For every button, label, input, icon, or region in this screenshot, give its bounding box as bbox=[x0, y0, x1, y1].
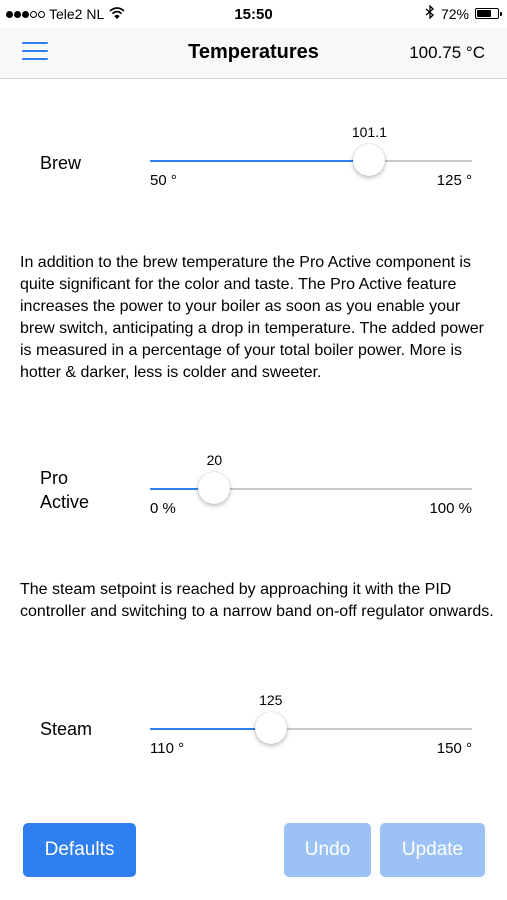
slider-thumb[interactable] bbox=[198, 472, 230, 504]
bluetooth-icon bbox=[425, 5, 435, 22]
slider-thumb[interactable] bbox=[353, 144, 385, 176]
current-temperature: 100.75 °C bbox=[409, 43, 485, 62]
undo-button[interactable]: Undo bbox=[284, 823, 371, 877]
steam-label: Steam bbox=[40, 719, 93, 739]
battery-fill bbox=[477, 10, 491, 17]
status-bar bbox=[0, 0, 507, 28]
slider-value: 20 bbox=[206, 452, 223, 468]
slider-min-label: 50 ° bbox=[150, 172, 177, 189]
carrier-label: Tele2 NL bbox=[49, 6, 105, 22]
pro-active-label-line2: Active bbox=[40, 492, 90, 512]
slider-track-fill bbox=[150, 160, 369, 162]
pro-active-label bbox=[40, 466, 89, 514]
slider-thumb[interactable] bbox=[255, 712, 287, 744]
page-title: Temperatures bbox=[188, 41, 319, 63]
slider-min-label: 110 ° bbox=[150, 740, 185, 757]
status-right bbox=[425, 5, 499, 22]
slider-track bbox=[150, 728, 472, 730]
brew-label: Brew bbox=[40, 153, 82, 173]
pro-active-description: In addition to the brew temperature the Pro Active component is quite significant for the color and taste. The Pro Active feature increases the power to your boiler as soon as you enable your brew switch, anticipating a drop in temperature. The added power is measured in a percentage of your total boiler power. More is hotter & darker, less is colder and sweeter. bbox=[20, 254, 484, 381]
pro-active-slider[interactable] bbox=[150, 452, 472, 518]
nav-bar bbox=[0, 28, 507, 79]
steam-slider[interactable] bbox=[150, 692, 472, 758]
defaults-button[interactable]: Defaults bbox=[23, 823, 136, 877]
battery-icon bbox=[475, 8, 499, 19]
battery-percent: 72% bbox=[440, 5, 469, 22]
slider-track bbox=[150, 160, 472, 162]
pro-active-label-line1: Pro bbox=[40, 468, 69, 488]
status-time: 15:50 bbox=[234, 6, 273, 23]
slider-value: 125 bbox=[259, 692, 283, 708]
update-button[interactable]: Update bbox=[380, 823, 485, 877]
slider-max-label: 125 ° bbox=[436, 172, 472, 189]
slider-track-fill bbox=[150, 728, 271, 730]
slider-max-label: 100 % bbox=[429, 500, 472, 517]
brew-slider[interactable] bbox=[150, 124, 472, 190]
slider-min-label: 0 % bbox=[150, 500, 176, 517]
slider-max-label: 150 ° bbox=[436, 740, 472, 757]
steam-description: The steam setpoint is reached by approaching it with the PID controller and switching to a narrow band on-off regulator onwards. bbox=[20, 581, 494, 620]
slider-value: 101.1 bbox=[351, 124, 387, 140]
